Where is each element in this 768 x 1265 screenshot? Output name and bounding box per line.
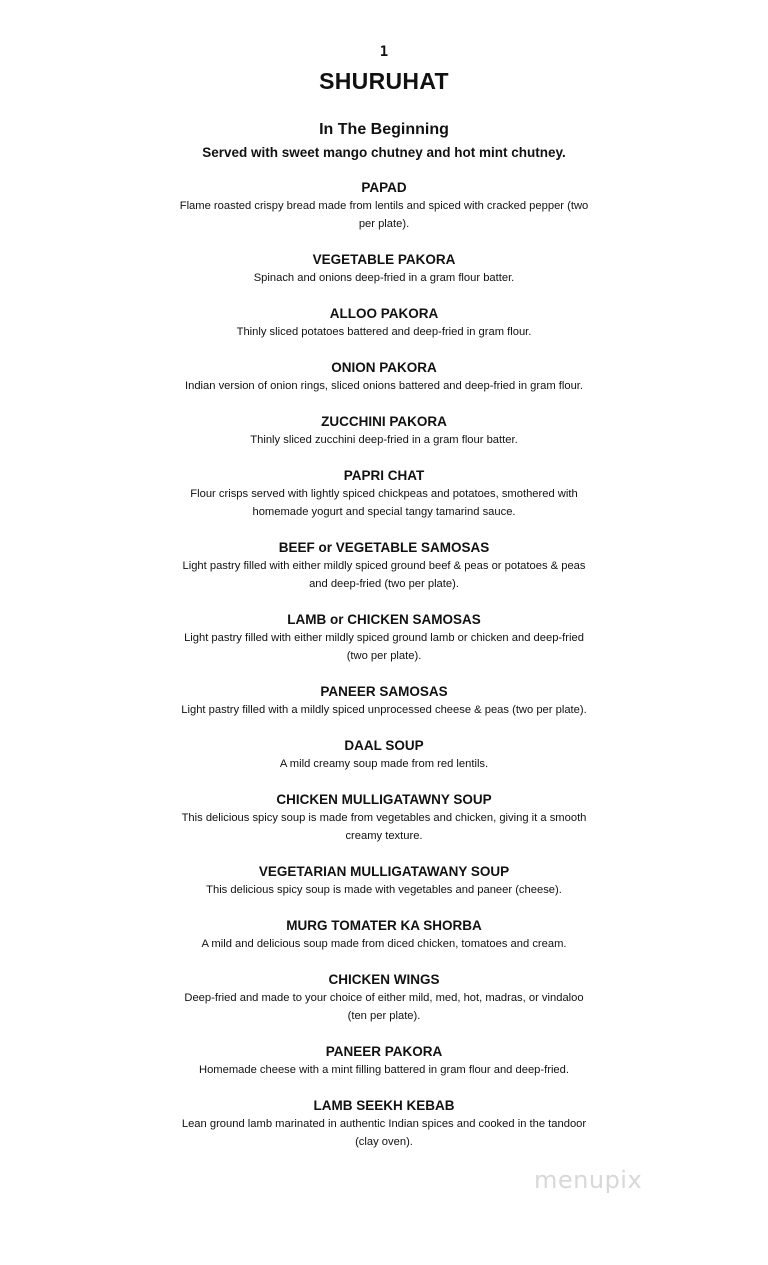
menu-item-name: BEEF or VEGETABLE SAMOSAS [278,540,490,555]
menu-item-name: MURG TOMATER KA SHORBA [286,918,482,933]
menu-item-name: LAMB SEEKH KEBAB [313,1098,455,1113]
menu-item-description: Indian version of onion rings, sliced onions battered and deep-fried in gram flour. [184,380,584,392]
menu-item [179,305,589,341]
menu-item-name: PAPRI CHAT [343,468,425,483]
menu-item-description: Deep-fried and made to your choice of either mild, med, hot, madras, or vindaloo (ten per plate). [184,992,584,1022]
menu-item-description: Light pastry filled with a mildly spiced unprocessed cheese & peas (two per plate). [181,704,587,716]
menu-item-name: ONION PAKORA [331,360,437,375]
menu-item-description: Thinly sliced potatoes battered and deep-fried in gram flour. [236,326,532,338]
watermark-logo: menupix [534,1166,643,1194]
menu-item-name: VEGETARIAN MULLIGATAWANY SOUP [258,864,510,879]
menu-item-name: PANEER PAKORA [325,1044,443,1059]
menu-item-name: VEGETABLE PAKORA [312,252,456,267]
menu-list [179,179,589,1169]
page-number: 1 [379,44,389,60]
menu-item [179,413,589,449]
menu-item-description: This delicious spicy soup is made from vegetables and chicken, giving it a smooth creamy texture. [181,812,587,842]
menu-item-description: Flame roasted crispy bread made from lentils and spiced with cracked pepper (two per plate). [179,200,589,230]
menu-item [179,251,589,287]
menu-item-name: ALLOO PAKORA [329,306,439,321]
menu-item-name: PAPAD [361,180,407,195]
menu-item-description: Thinly sliced zucchini deep-fried in a gram flour batter. [250,434,518,446]
menu-item-description: Light pastry filled with either mildly spiced ground beef & peas or potatoes & peas and deep-fried (two per plate). [182,560,586,590]
menu-item-name: CHICKEN WINGS [328,972,440,987]
menu-item-name: ZUCCHINI PAKORA [321,414,447,429]
menu-item [179,791,589,845]
menu-item-name: LAMB or CHICKEN SAMOSAS [287,612,481,627]
menu-item [179,467,589,521]
menu-item-description: This delicious spicy soup is made with vegetables and paneer (cheese). [206,884,562,896]
menu-item [179,1043,589,1079]
menu-item [179,611,589,665]
menu-item-name: PANEER SAMOSAS [320,684,448,699]
menu-item-name: CHICKEN MULLIGATAWNY SOUP [276,792,492,807]
menu-item [179,359,589,395]
menu-item [179,917,589,953]
section-intro: Served with sweet mango chutney and hot mint chutney. [202,145,566,160]
menu-item [179,1097,589,1151]
menu-item-name: DAAL SOUP [344,738,424,753]
menu-item-description: Lean ground lamb marinated in authentic Indian spices and cooked in the tandoor (clay oven). [181,1118,587,1148]
menu-item-description: Flour crisps served with lightly spiced chickpeas and potatoes, smothered with homemade yogurt and special tangy tamarind sauce. [190,488,578,518]
menu-item [179,179,589,233]
menu-item-description: A mild creamy soup made from red lentils. [279,758,489,770]
menu-item-description: Light pastry filled with either mildly spiced ground lamb or chicken and deep-fried (two per plate). [184,632,584,662]
menu-item [179,971,589,1025]
section-title: SHURUHAT [319,68,449,94]
menu-item [179,863,589,899]
menu-item [179,683,589,719]
section-subtitle: In The Beginning [319,121,449,138]
menu-item [179,737,589,773]
menu-item-description: Spinach and onions deep-fried in a gram flour batter. [253,272,515,284]
menu-item-description: Homemade cheese with a mint filling battered in gram flour and deep-fried. [198,1064,569,1076]
menu-item-description: A mild and delicious soup made from diced chicken, tomatoes and cream. [201,938,567,950]
menu-item [179,539,589,593]
